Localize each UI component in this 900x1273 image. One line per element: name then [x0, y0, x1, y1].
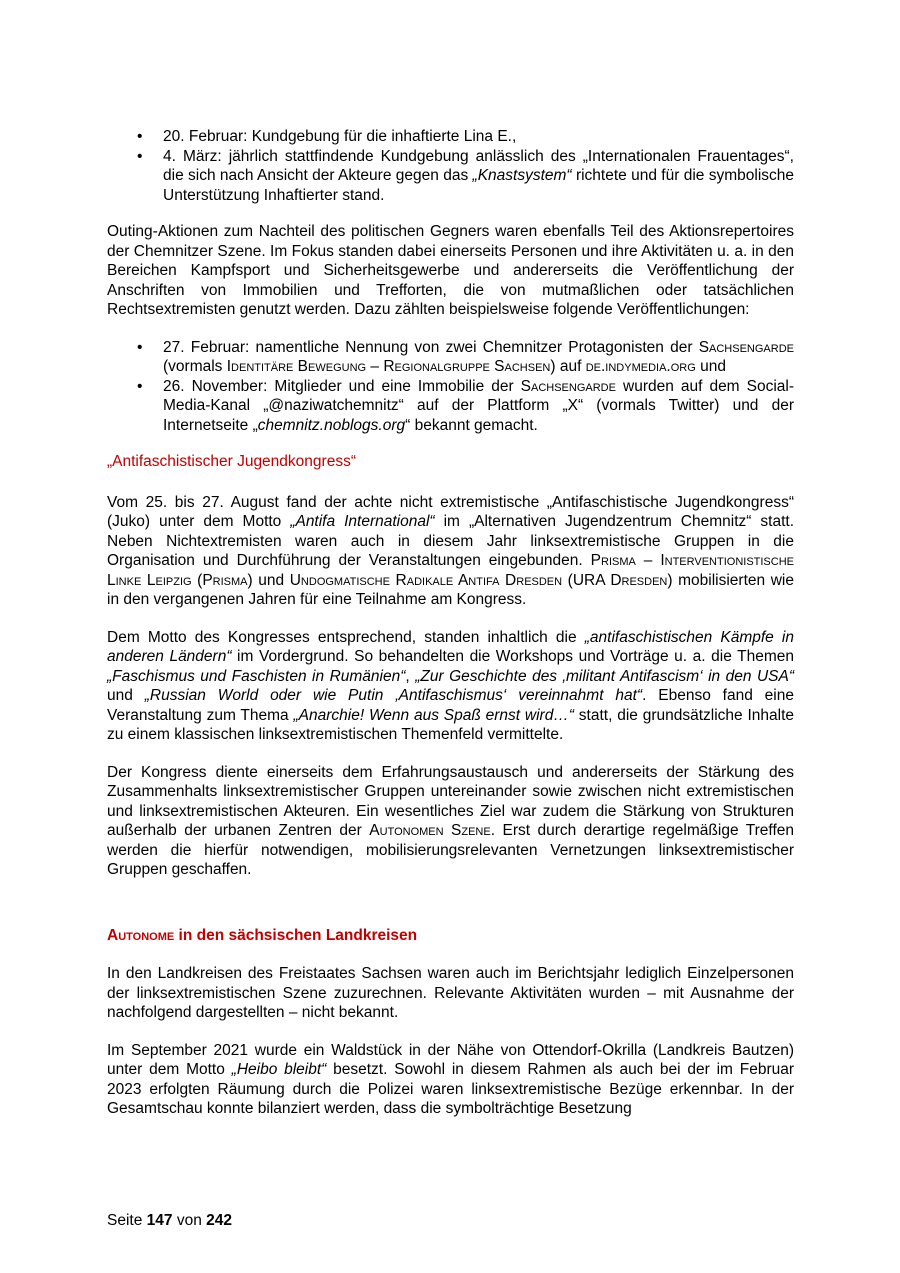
paragraph-juko-veranstaltung: Vom 25. bis 27. August fand der achte nicht extremistische „Antifaschistische Jugendkongress“ (Juko) unter dem Motto „Antifa International“ im „Alternativen Jugendzentrum Chemnitz“ statt. Neben Nichtextremisten waren auch in diesem Jahr linksextremistische Gruppen in die Organisation und Durchführung der Veranstaltungen eingebunden. Prisma – Interventionistische Linke Leipzig (Prisma) und Undogmatische Radikale Antifa Dresden (URA Dresden) mobilisierten wie in den vergangenen Jahren für eine Teilnahme am Kongress. [107, 493, 795, 608]
section-heading-landkreise: Autonome in den sächsischen Landkreisen [107, 926, 418, 944]
list-item [107, 377, 794, 436]
list-item [107, 338, 794, 377]
list-item-text: 20. Februar: Kundgebung für die inhaftierte Lina E., [163, 128, 517, 145]
section-heading-jugendkongress: „Antifaschistischer Jugendkongress“ [107, 453, 356, 470]
bullet-marker: • [137, 338, 143, 356]
list-item [107, 127, 794, 147]
list-item-text: 4. März: jährlich stattfindende Kundgebung anlässlich des „Internationalen Frauentages“, die sich nach Ansicht der Akteure gegen das „Knastsystem“ richtete und für die symbolische Unterstützung Inhaftierter stand. [163, 147, 795, 204]
page-footer: Seite 147 von 242 [107, 1212, 232, 1229]
paragraph-kongress-ziele: Der Kongress diente einerseits dem Erfahrungsaustausch und andererseits der Stärkung des Zusammenhalts linksextremistischer Gruppen untereinander sowie zwischen nicht extremistischen und linksextremistischen Akteuren. Ein wesentliches Ziel war zudem die Stärkung von Strukturen außerhalb der urbanen Zentren der Autonomen Szene. Erst durch derartige regelmäßige Treffen werden die hierfür notwendigen, mobilisierungsrelevanten Vernetzungen linksextremistischer Gruppen geschaffen. [107, 763, 794, 878]
bullet-marker: • [137, 377, 143, 395]
bullet-list-kundgebungen [107, 127, 794, 205]
page-content [107, 127, 794, 1137]
paragraph-kongress-motto: Dem Motto des Kongresses entsprechend, standen inhaltlich die „antifaschistischen Kämpfe in anderen Ländern“ im Vordergrund. So behandelten die Workshops und Vorträge u. a. die Themen „Faschismus und Faschisten in Rumänien“, „Zur Geschichte des ‚militant Antifascism‘ in den USA“ und „Russian World oder wie Putin ‚Antifaschismus‘ vereinnahmt hat“. Ebenso fand eine Veranstaltung zum Thema „Anarchie! Wenn aus Spaß ernst wird…“ statt, die grundsätzliche Inhalte zu einem klassischen linksextremistischen Themenfeld vermittelte. [107, 628, 794, 743]
list-item-text: 27. Februar: namentliche Nennung von zwei Chemnitzer Protagonisten der Sachsengarde (vormals Identitäre Bewegung – Regionalgruppe Sachsen) auf de.indymedia.org und [163, 338, 794, 375]
paragraph-waldbesetzung: Im September 2021 wurde ein Waldstück in der Nähe von Ottendorf-Okrilla (Landkreis Bautzen) unter dem Motto „Heibo bleibt“ besetzt. Sowohl in diesem Rahmen als auch bei der im Februar 2023 erfolgten Räumung durch die Polizei waren linksextremistische Bezüge erkennbar. In der Gesamtschau konnte bilanziert werden, dass die symbolträchtige Besetzung [107, 1041, 795, 1117]
list-item-text: 26. November: Mitglieder und eine Immobilie der Sachsengarde wurden auf dem Social-Media-Kanal „@naziwatchemnitz“ auf der Plattform „X“ (vormals Twitter) und der Internetseite „chemnitz.noblogs.org“ bekannt gemacht. [163, 377, 795, 434]
bullet-list-veroeffentlichungen [107, 338, 794, 436]
bullet-marker: • [137, 128, 143, 145]
paragraph-landkreise: In den Landkreisen des Freistaates Sachsen waren auch im Berichtsjahr lediglich Einzelpersonen der linksextremistischen Szene zuzurechnen. Relevante Aktivitäten wurden – mit Ausnahme der nachfolgend dargestellten – nicht bekannt. [107, 965, 794, 1021]
list-item [107, 147, 794, 206]
paragraph-outing-aktionen: Outing-Aktionen zum Nachteil des politischen Gegners waren ebenfalls Teil des Aktionsrepertoires der Chemnitzer Szene. Im Fokus standen dabei einerseits Personen und ihre Aktivitäten u. a. in den Bereichen Kampfsport und Sicherheitsgewerbe und andererseits die Veröffentlichung der Anschriften von Immobilien und Trefforten, die von mutmaßlichen oder tatsächlichen Rechtsextremisten genutzt werden. Dazu zählten beispielsweise folgende Veröffentlichungen: [107, 223, 794, 318]
bullet-marker: • [137, 147, 143, 165]
